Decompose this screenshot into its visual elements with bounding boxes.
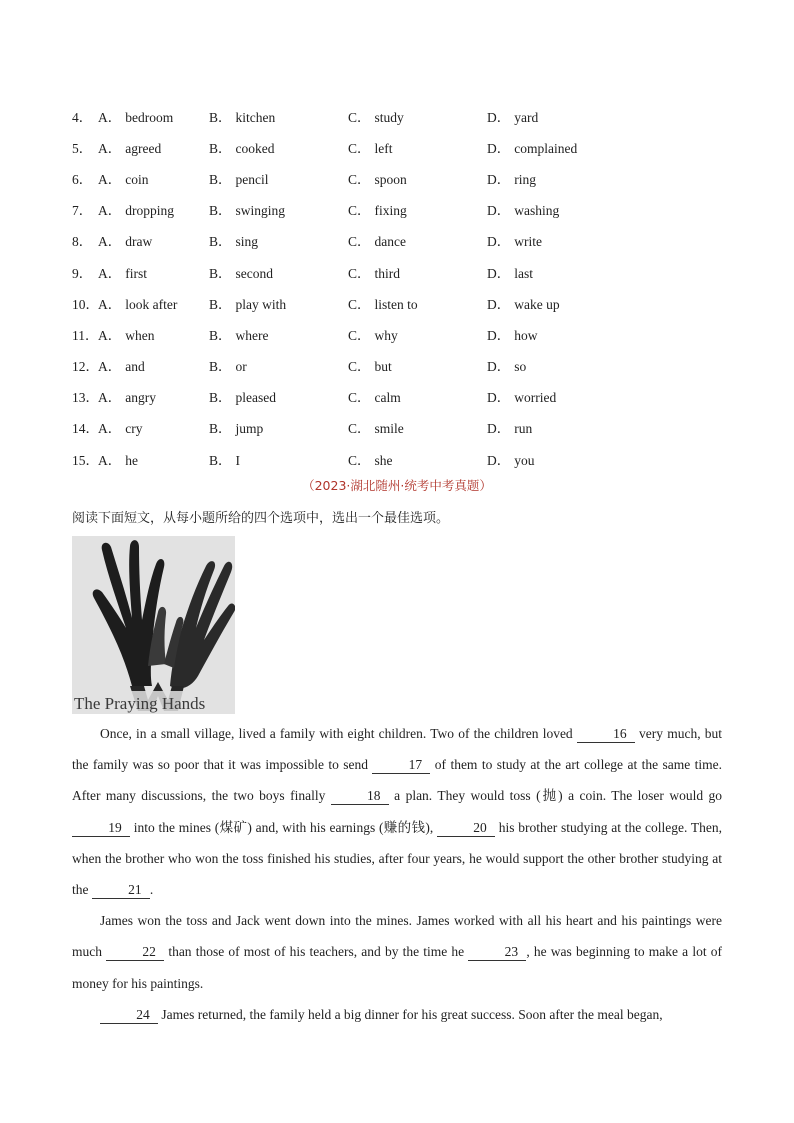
option-letter: D． xyxy=(487,296,511,312)
question-row xyxy=(72,381,732,412)
option-c xyxy=(348,386,487,406)
blank-20: 20 xyxy=(437,820,495,837)
question-number: 14． xyxy=(72,421,99,437)
option-text: but xyxy=(374,359,392,375)
question-row xyxy=(72,318,732,349)
option-text: cooked xyxy=(235,140,275,156)
option-letter: C． xyxy=(348,390,371,406)
option-letter: D． xyxy=(487,140,511,156)
option-letter: B． xyxy=(209,452,232,468)
option-c xyxy=(348,106,487,126)
option-text: study xyxy=(374,109,404,125)
question-number: 9． xyxy=(72,265,93,281)
option-c xyxy=(348,417,487,437)
hands-illustration xyxy=(72,536,235,714)
option-text: coin xyxy=(125,171,149,187)
option-b xyxy=(209,199,348,219)
option-text: bedroom xyxy=(125,109,174,125)
option-b xyxy=(209,168,348,188)
question-number: 10． xyxy=(72,296,99,312)
option-letter: D． xyxy=(487,171,511,187)
question-row xyxy=(72,256,732,287)
option-text: I xyxy=(235,452,241,468)
option-letter: A． xyxy=(98,265,122,281)
option-c xyxy=(348,262,487,282)
option-letter: C． xyxy=(348,265,371,281)
question-number: 7． xyxy=(72,203,93,219)
option-d xyxy=(487,293,687,313)
option-text: listen to xyxy=(374,296,418,312)
option-text: wake up xyxy=(514,296,560,312)
option-letter: A． xyxy=(98,296,122,312)
option-letter: A． xyxy=(98,421,122,437)
question-row xyxy=(72,162,732,193)
option-text: how xyxy=(514,327,538,343)
option-text: kitchen xyxy=(235,109,276,125)
option-letter: A． xyxy=(98,327,122,343)
option-text: jump xyxy=(235,421,264,437)
option-c xyxy=(348,324,487,344)
option-text: last xyxy=(514,265,533,281)
question-number: 15． xyxy=(72,452,99,468)
option-text: so xyxy=(514,359,527,375)
option-b xyxy=(209,293,348,313)
question-number: 5． xyxy=(72,140,93,156)
option-d xyxy=(487,168,687,188)
option-letter: A． xyxy=(98,390,122,406)
option-letter: B． xyxy=(209,296,232,312)
option-letter: B． xyxy=(209,171,232,187)
option-text: sing xyxy=(235,234,259,250)
blank-21: 21 xyxy=(92,882,150,899)
option-letter: D． xyxy=(487,327,511,343)
blank-16: 16 xyxy=(577,726,635,743)
option-d xyxy=(487,386,687,406)
option-d xyxy=(487,449,687,469)
option-letter: A． xyxy=(98,203,122,219)
option-text: or xyxy=(235,359,247,375)
option-b xyxy=(209,262,348,282)
option-d xyxy=(487,199,687,219)
option-text: when xyxy=(125,327,155,343)
option-c xyxy=(348,137,487,157)
paragraph-3: 24 James returned, the family held a big dinner for his great success. Soon after the meal began, xyxy=(72,999,722,1030)
option-text: why xyxy=(374,327,398,343)
option-text: swinging xyxy=(235,203,286,219)
option-text: left xyxy=(374,140,393,156)
option-text: smile xyxy=(374,421,404,437)
question-number: 12． xyxy=(72,359,99,375)
options-list xyxy=(72,100,732,474)
option-letter: A． xyxy=(98,140,122,156)
option-b xyxy=(209,230,348,250)
option-text: where xyxy=(235,327,269,343)
option-text: spoon xyxy=(374,171,407,187)
option-text: dance xyxy=(374,234,406,250)
option-text: and xyxy=(125,359,145,375)
option-letter: B． xyxy=(209,327,232,343)
option-c xyxy=(348,230,487,250)
option-a xyxy=(98,324,209,344)
blank-18: 18 xyxy=(331,788,389,805)
question-row xyxy=(72,131,732,162)
option-a xyxy=(98,293,209,313)
option-a xyxy=(98,417,209,437)
option-d xyxy=(487,262,687,282)
option-b xyxy=(209,137,348,157)
question-number: 6． xyxy=(72,171,93,187)
option-text: run xyxy=(514,421,533,437)
option-letter: B． xyxy=(209,265,232,281)
option-b xyxy=(209,449,348,469)
option-b xyxy=(209,106,348,126)
option-d xyxy=(487,106,687,126)
option-letter: D． xyxy=(487,109,511,125)
option-a xyxy=(98,230,209,250)
option-d xyxy=(487,230,687,250)
option-text: she xyxy=(374,452,393,468)
option-letter: D． xyxy=(487,265,511,281)
blank-23: 23 xyxy=(468,944,526,961)
option-letter: A． xyxy=(98,109,122,125)
question-row xyxy=(72,100,732,131)
option-text: second xyxy=(235,265,274,281)
option-letter: D． xyxy=(487,234,511,250)
question-row xyxy=(72,443,732,474)
option-text: agreed xyxy=(125,140,162,156)
option-b xyxy=(209,417,348,437)
option-a xyxy=(98,262,209,282)
option-a xyxy=(98,449,209,469)
source-note: （2023·湖北随州·统考中考真题） xyxy=(302,478,492,493)
option-c xyxy=(348,449,487,469)
blank-22: 22 xyxy=(106,944,164,961)
option-a xyxy=(98,199,209,219)
option-letter: A． xyxy=(98,359,122,375)
option-text: yard xyxy=(514,109,539,125)
option-b xyxy=(209,386,348,406)
option-letter: D． xyxy=(487,452,511,468)
option-letter: C． xyxy=(348,109,371,125)
paragraph-2: James won the toss and Jack went down into the mines. James worked with all his heart and his paintings were much 22 than those of most of his teachers, and by the time he 23 , he was beginning to make a lot of money for his paintings. xyxy=(72,913,722,991)
option-letter: C． xyxy=(348,452,371,468)
question-number: 8． xyxy=(72,234,93,250)
blank-24: 24 xyxy=(100,1007,158,1024)
option-letter: D． xyxy=(487,359,511,375)
option-text: pleased xyxy=(235,390,276,406)
option-a xyxy=(98,168,209,188)
option-letter: D． xyxy=(487,390,511,406)
option-text: worried xyxy=(514,390,557,406)
question-number: 4． xyxy=(72,109,93,125)
option-letter: B． xyxy=(209,421,232,437)
reading-passage xyxy=(72,718,722,1030)
blank-19: 19 xyxy=(72,820,130,837)
option-text: cry xyxy=(125,421,143,437)
option-d xyxy=(487,417,687,437)
option-letter: D． xyxy=(487,203,511,219)
option-letter: C． xyxy=(348,359,371,375)
option-c xyxy=(348,355,487,375)
option-letter: A． xyxy=(98,452,122,468)
figure-caption: The Praying Hands xyxy=(74,694,206,713)
option-letter: C． xyxy=(348,171,371,187)
question-row xyxy=(72,287,732,318)
paragraph-1: Once, in a small village, lived a family with eight children. Two of the children loved 16 very much, but the family was so poor that it was impossible to send 17 of them to study at the art college at the same time. After many discussions, the two boys finally 18 a plan. They would toss (抛) a coin. The loser would go 19 into the mines (煤矿) and, with his earnings (赚的钱), 20 his brother studying at the college. Then, when the brother who won the toss finished his studies, after four years, he would support the other brother studying at the 21 . xyxy=(72,726,722,898)
question-number: 13． xyxy=(72,390,99,406)
option-letter: B． xyxy=(209,390,232,406)
option-c xyxy=(348,199,487,219)
option-text: complained xyxy=(514,140,578,156)
option-letter: C． xyxy=(348,296,371,312)
question-number: 11． xyxy=(72,327,99,343)
option-letter: C． xyxy=(348,140,371,156)
blank-17: 17 xyxy=(372,757,430,774)
option-letter: C． xyxy=(348,234,371,250)
option-a xyxy=(98,386,209,406)
question-row xyxy=(72,350,732,381)
option-letter: C． xyxy=(348,203,371,219)
option-text: play with xyxy=(235,296,287,312)
option-letter: D． xyxy=(487,421,511,437)
option-letter: C． xyxy=(348,421,371,437)
option-d xyxy=(487,355,687,375)
option-c xyxy=(348,168,487,188)
option-letter: B． xyxy=(209,140,232,156)
option-a xyxy=(98,355,209,375)
question-row xyxy=(72,225,732,256)
option-text: pencil xyxy=(235,171,269,187)
question-row xyxy=(72,194,732,225)
option-a xyxy=(98,106,209,126)
option-text: he xyxy=(125,452,138,468)
option-c xyxy=(348,293,487,313)
option-letter: B． xyxy=(209,109,232,125)
question-row xyxy=(72,412,732,443)
option-text: look after xyxy=(125,296,178,312)
option-d xyxy=(487,324,687,344)
option-text: first xyxy=(125,265,147,281)
praying-hands-image xyxy=(72,536,235,714)
option-b xyxy=(209,324,348,344)
option-letter: A． xyxy=(98,171,122,187)
option-letter: B． xyxy=(209,203,232,219)
option-text: dropping xyxy=(125,203,174,219)
instruction-text: 阅读下面短文，从每小题所给的四个选项中，选出一个最佳选项。 xyxy=(72,511,450,526)
option-letter: B． xyxy=(209,359,232,375)
option-d xyxy=(487,137,687,157)
option-a xyxy=(98,137,209,157)
option-letter: B． xyxy=(209,234,232,250)
option-text: fixing xyxy=(374,203,407,219)
option-text: angry xyxy=(125,390,156,406)
option-text: calm xyxy=(374,390,401,406)
option-text: ring xyxy=(514,171,536,187)
option-text: draw xyxy=(125,234,153,250)
option-text: write xyxy=(514,234,542,250)
option-b xyxy=(209,355,348,375)
option-text: you xyxy=(514,452,535,468)
option-text: third xyxy=(374,265,401,281)
option-letter: A． xyxy=(98,234,122,250)
option-letter: C． xyxy=(348,327,371,343)
option-text: washing xyxy=(514,203,560,219)
